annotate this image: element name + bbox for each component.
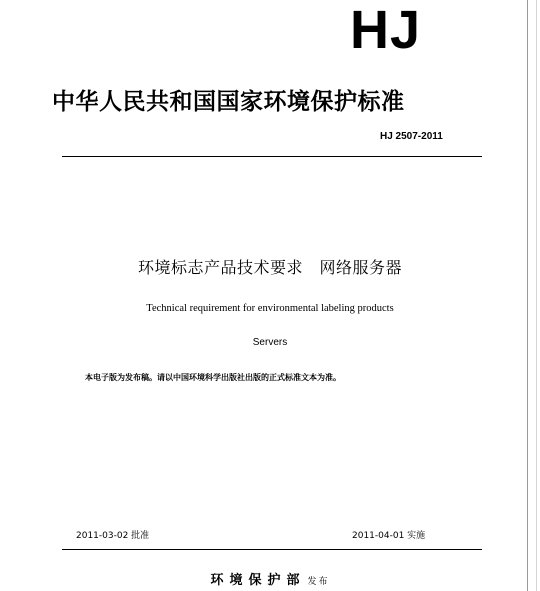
publisher-line bbox=[0, 571, 540, 590]
hj-logo: HJ bbox=[350, 0, 422, 60]
standard-code: HJ 2507-2011 bbox=[380, 131, 443, 142]
top-divider bbox=[62, 156, 482, 157]
electronic-version-notice: 本电子版为发布稿。请以中国环境科学出版社出版的正式标准文本为准。 bbox=[85, 373, 341, 382]
page-edge-line-outer bbox=[536, 0, 537, 591]
bottom-divider bbox=[62, 549, 482, 550]
effective-date: 2011-04-01 实施 bbox=[352, 531, 426, 541]
publisher-org: 环境保护部 bbox=[210, 573, 306, 588]
issue-date: 2011-03-02 批准 bbox=[76, 531, 150, 541]
publisher-verb: 发布 bbox=[307, 577, 330, 587]
standard-org-title: 中华人民共和国国家环境保护标准 bbox=[52, 89, 405, 115]
page-edge-line bbox=[527, 0, 528, 591]
title-english: Technical requirement for environmental labeling products bbox=[146, 303, 394, 314]
subtitle-english: Servers bbox=[252, 337, 288, 348]
title-chinese: 环境标志产品技术要求 网络服务器 bbox=[137, 258, 402, 277]
